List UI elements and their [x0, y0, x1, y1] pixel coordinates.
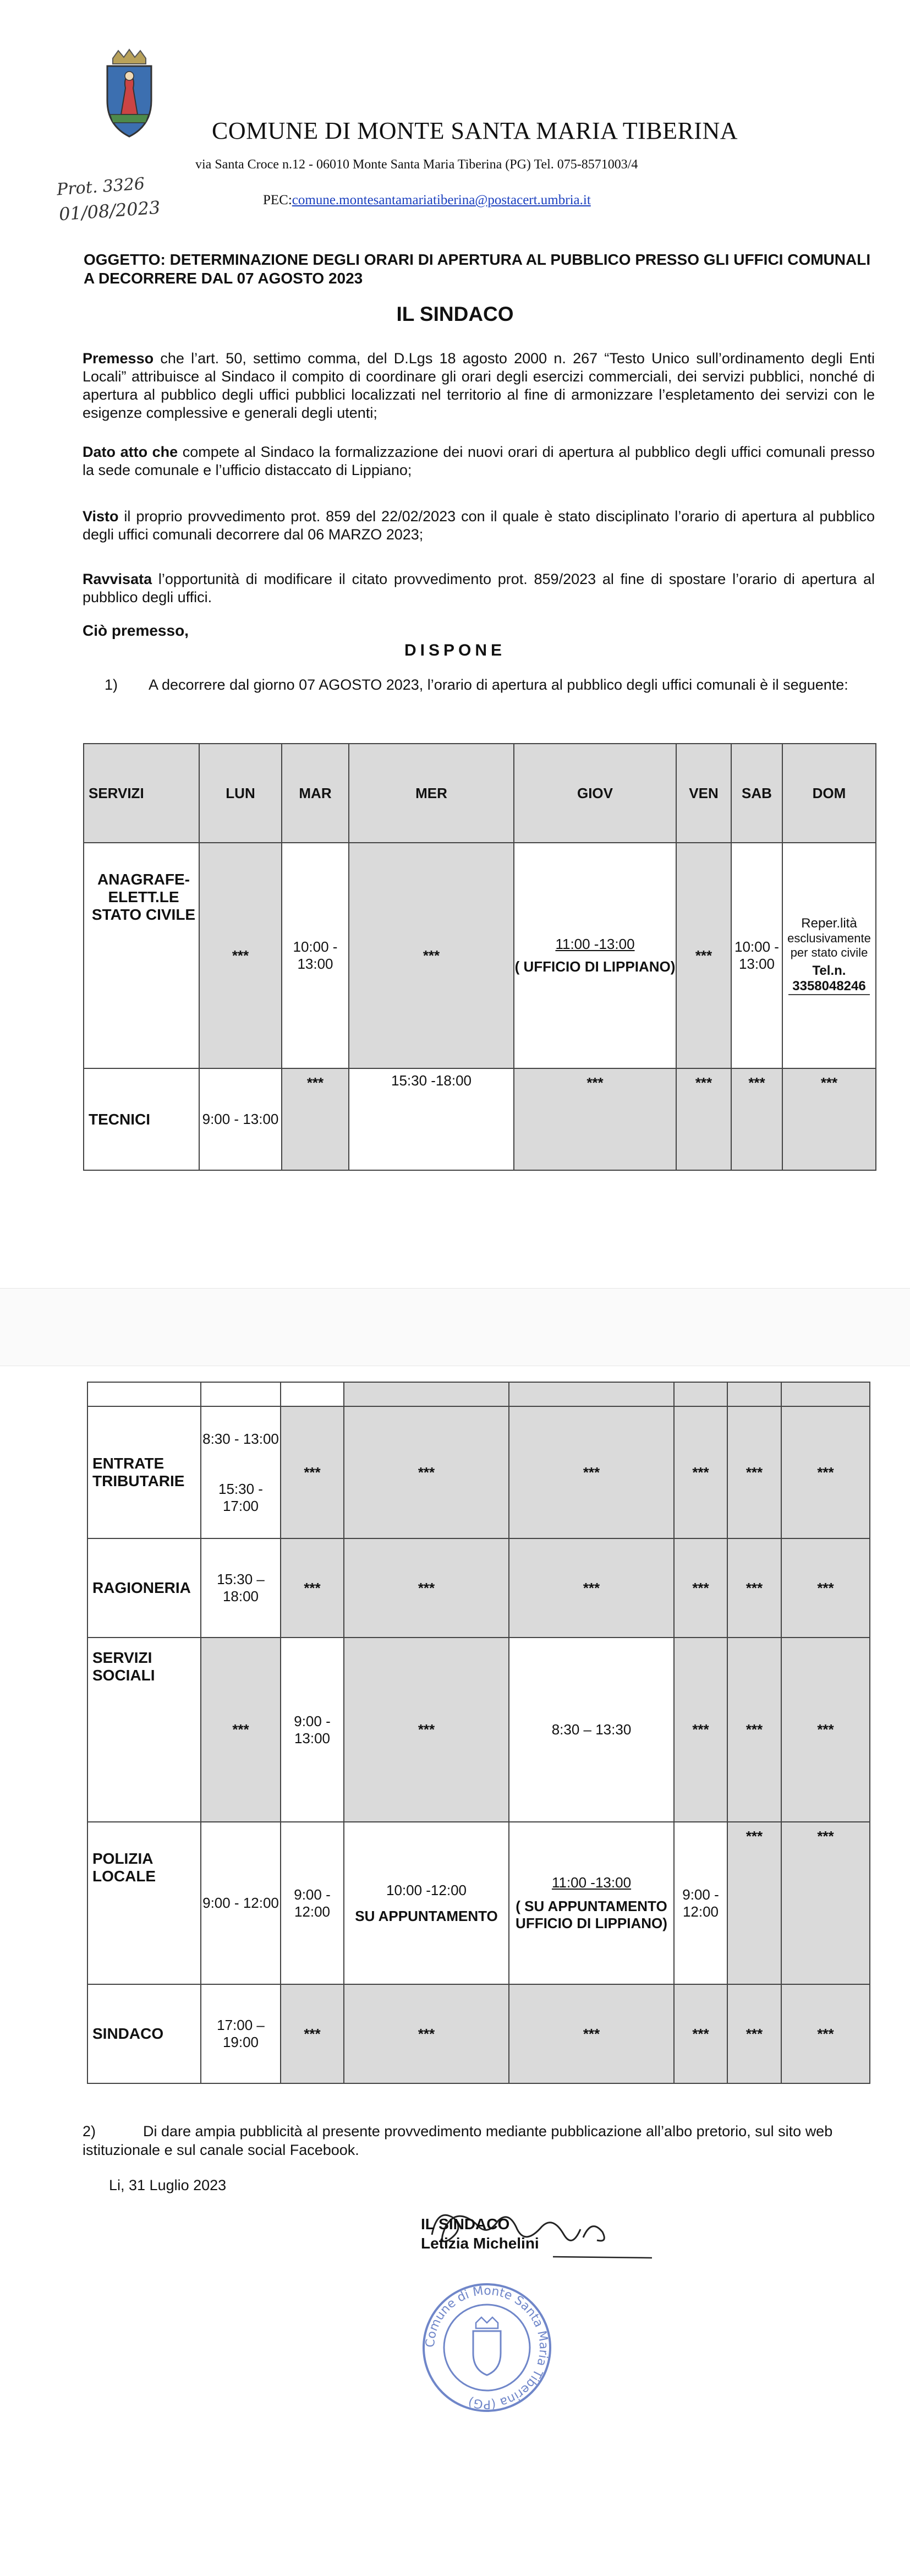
- table-row-entrate: [87, 1406, 870, 1538]
- cell-polizia-giov: [509, 1822, 674, 1984]
- cell-stars: ***: [727, 1538, 781, 1638]
- header-lun: LUN: [199, 744, 282, 843]
- paragraph-ravvisata: [83, 570, 875, 607]
- paragraph-text: l’opportunità di modificare il citato provvedimento prot. 859/2023 al fine di spostare l’orario di apertura al pubblico degli uffici.: [83, 571, 875, 605]
- paragraph-dato-atto: [83, 443, 875, 479]
- cell-tecnici-lun: 9:00 - 13:00: [199, 1068, 282, 1170]
- table-row-sindaco: [87, 1984, 870, 2083]
- table-row-anagrafe: [84, 843, 876, 1068]
- cell-stars: ***: [349, 843, 514, 1068]
- cell-stars: ***: [344, 1406, 509, 1538]
- document-subject: OGGETTO: DETERMINAZIONE DEGLI ORARI DI APERTURA AL PUBBLICO PRESSO GLI UFFICI COMUNALI A DECORRERE DAL 07 AGOSTO 2023: [84, 251, 871, 287]
- cell-stars: ***: [344, 1538, 509, 1638]
- row-label-anagrafe: ANAGRAFE-ELETT.LE STATO CIVILE: [84, 843, 199, 1068]
- header-mer: MER: [349, 744, 514, 843]
- table-row-sociali: [87, 1638, 870, 1822]
- dom-esclusivamente: esclusivamente per stato civile: [787, 931, 871, 959]
- cell-stars: ***: [674, 1406, 727, 1538]
- anagrafe-giov-note: ( UFFICIO DI LIPPIANO): [514, 958, 676, 975]
- polizia-mer-time: 10:00 -12:00: [386, 1881, 467, 1898]
- official-stamp-icon: [418, 2279, 556, 2416]
- cell-stars: ***: [727, 1984, 781, 2083]
- polizia-mer-note: SU APPUNTAMENTO: [355, 1907, 498, 1924]
- dispone-heading: DISPONE: [404, 641, 506, 659]
- header-sab: SAB: [731, 744, 782, 843]
- cell-stars: ***: [674, 1984, 727, 2083]
- cell-stars: ***: [676, 1068, 731, 1170]
- cell-stars: ***: [344, 1984, 509, 2083]
- cell-sociali-giov: 8:30 – 13:30: [509, 1638, 674, 1822]
- cell-polizia-ven: 9:00 - 12:00: [674, 1822, 727, 1984]
- cell-stars: ***: [674, 1538, 727, 1638]
- item-1: [105, 676, 875, 694]
- place-and-date: Li, 31 Luglio 2023: [109, 2177, 227, 2193]
- entrate-lun-afternoon: 15:30 - 17:00: [218, 1480, 263, 1514]
- cell-entrate-lun: [201, 1406, 281, 1538]
- cell-stars: ***: [281, 1406, 344, 1538]
- document-heading: IL SINDACO: [396, 303, 514, 325]
- cell-ragioneria-lun: 15:30 – 18:00: [201, 1538, 281, 1638]
- cell-stars: ***: [282, 1068, 349, 1170]
- cell-anagrafe-dom: [782, 843, 876, 1068]
- pec-email-link[interactable]: comune.montesantamariatiberina@postacert.umbria.it: [292, 193, 591, 208]
- cell-stars: ***: [731, 1068, 782, 1170]
- paragraph-text: che l’art. 50, settimo comma, del D.Lgs 18 agosto 2000 n. 267 “Testo Unico sull’ordinamento degli Enti Locali” attribuisce al Sindaco il compito di coordinare gli orari degli esercizi commerciali, dei servizi pubblici, nonché di apertura al pubblico degli uffici pubblici localizzati nel territorio al fine di armonizzare l’espletamento dei servizi con le esigenze complessive e generali degli utenti;: [83, 350, 875, 421]
- protocol-date: 01/08/2023: [58, 197, 161, 225]
- cell-stars: ***: [344, 1638, 509, 1822]
- paragraph-text: compete al Sindaco la formalizzazione dei nuovi orari di apertura al pubblico degli uffici comunali presso la sede comunale e l’ufficio distaccato di Lippiano;: [83, 444, 875, 478]
- polizia-giov-time: 11:00 -13:00: [551, 1874, 632, 1891]
- cell-stars: ***: [727, 1638, 781, 1822]
- cell-stars: ***: [509, 1406, 674, 1538]
- cell-polizia-lun: 9:00 - 12:00: [201, 1822, 281, 1984]
- schedule-table-part-1: [83, 743, 876, 1171]
- paragraph-premesso: [83, 350, 875, 422]
- row-label-entrate: ENTRATE TRIBUTARIE: [87, 1406, 201, 1538]
- paragraph-lead: Visto: [83, 508, 119, 525]
- cell-stars: ***: [201, 1638, 281, 1822]
- cell-stars: ***: [727, 1822, 781, 1984]
- dom-reperibilita: Reper.lità: [801, 916, 857, 931]
- table-row-polizia: [87, 1822, 870, 1984]
- item-2: [83, 2122, 875, 2159]
- paragraph-lead: Dato atto che: [83, 444, 178, 460]
- header-dom: DOM: [782, 744, 876, 843]
- header-mar: MAR: [282, 744, 349, 843]
- paragraph-visto: [83, 507, 875, 544]
- municipal-coat-of-arms-icon: [99, 48, 160, 139]
- signatory-name: Letizia Michelini: [421, 2235, 539, 2252]
- stamp-text: Comune di Monte Santa Maria Tiberina (PG): [423, 2284, 551, 2411]
- cell-sindaco-lun: 17:00 – 19:00: [201, 1984, 281, 2083]
- cell-stars: ***: [509, 1984, 674, 2083]
- table-top-row: [87, 1382, 870, 1406]
- anagrafe-giov-time: 11:00 -13:00: [555, 936, 635, 952]
- cell-anagrafe-sab: 10:00 - 13:00: [731, 843, 782, 1068]
- cell-stars: ***: [782, 1068, 876, 1170]
- row-label-tecnici: TECNICI: [84, 1068, 199, 1170]
- header-ven: VEN: [676, 744, 731, 843]
- cell-stars: ***: [509, 1538, 674, 1638]
- header-servizi: SERVIZI: [84, 744, 199, 843]
- cell-stars: ***: [514, 1068, 676, 1170]
- cell-polizia-mar: 9:00 - 12:00: [281, 1822, 344, 1984]
- entrate-lun-morning: 8:30 - 13:00: [202, 1430, 279, 1447]
- cell-stars: ***: [676, 843, 731, 1068]
- cell-stars: ***: [781, 1638, 870, 1822]
- polizia-giov-note: ( SU APPUNTAMENTO UFFICIO DI LIPPIANO): [516, 1898, 667, 1931]
- cell-stars: ***: [781, 1538, 870, 1638]
- row-label-sindaco: SINDACO: [87, 1984, 201, 2083]
- table-header-row: [84, 744, 876, 843]
- comune-title: COMUNE DI MONTE SANTA MARIA TIBERINA: [212, 117, 738, 144]
- item-text: A decorrere dal giorno 07 AGOSTO 2023, l’orario di apertura al pubblico degli uffici comunali è il seguente:: [149, 676, 848, 693]
- cell-tecnici-mer: 15:30 -18:00: [349, 1068, 514, 1170]
- protocol-handwritten: [52, 175, 195, 225]
- cell-stars: ***: [281, 1538, 344, 1638]
- table-row-tecnici: [84, 1068, 876, 1170]
- cell-stars: ***: [781, 1822, 870, 1984]
- paragraph-text: il proprio provvedimento prot. 859 del 22/02/2023 con il quale è stato disciplinato l’orario di apertura al pubblico degli uffici comunali decorrere dal 06 MARZO 2023;: [83, 508, 875, 543]
- cell-polizia-mer: [344, 1822, 509, 1984]
- cell-stars: ***: [781, 1406, 870, 1538]
- table-row-ragioneria: [87, 1538, 870, 1638]
- item-number: 2): [83, 2123, 96, 2140]
- cio-premesso: Ciò premesso,: [83, 622, 189, 639]
- protocol-number: Prot. 3326: [56, 174, 146, 200]
- item-number: 1): [105, 676, 118, 693]
- header-giov: GIOV: [514, 744, 676, 843]
- cell-stars: ***: [281, 1984, 344, 2083]
- cell-stars: ***: [199, 843, 282, 1068]
- cell-stars: ***: [781, 1984, 870, 2083]
- cell-anagrafe-mar: 10:00 - 13:00: [282, 843, 349, 1068]
- page-break: [0, 1288, 910, 1366]
- row-label-ragioneria: RAGIONERIA: [87, 1538, 201, 1638]
- row-label-sociali: SERVIZI SOCIALI: [87, 1638, 201, 1822]
- schedule-table-part-2: [87, 1382, 870, 2084]
- row-label-polizia: POLIZIA LOCALE: [87, 1822, 201, 1984]
- item-text: Di dare ampia pubblicità al presente provvedimento mediante pubblicazione all’albo pretorio, sul sito web istituzionale e sul canale social Facebook.: [83, 2123, 833, 2158]
- pec-label: PEC:: [263, 193, 292, 208]
- comune-address: via Santa Croce n.12 - 06010 Monte Santa Maria Tiberina (PG) Tel. 075-8571003/4: [195, 157, 638, 172]
- pec-line: [263, 193, 591, 208]
- paragraph-lead: Ravvisata: [83, 571, 152, 587]
- paragraph-lead: Premesso: [83, 350, 154, 367]
- cell-sociali-mar: 9:00 - 13:00: [281, 1638, 344, 1822]
- cell-anagrafe-giov: [514, 843, 676, 1068]
- dom-telefono: Tel.n. 3358048246: [788, 963, 870, 995]
- signatory-title: IL SINDACO: [421, 2215, 510, 2233]
- cell-stars: ***: [674, 1638, 727, 1822]
- cell-stars: ***: [727, 1406, 781, 1538]
